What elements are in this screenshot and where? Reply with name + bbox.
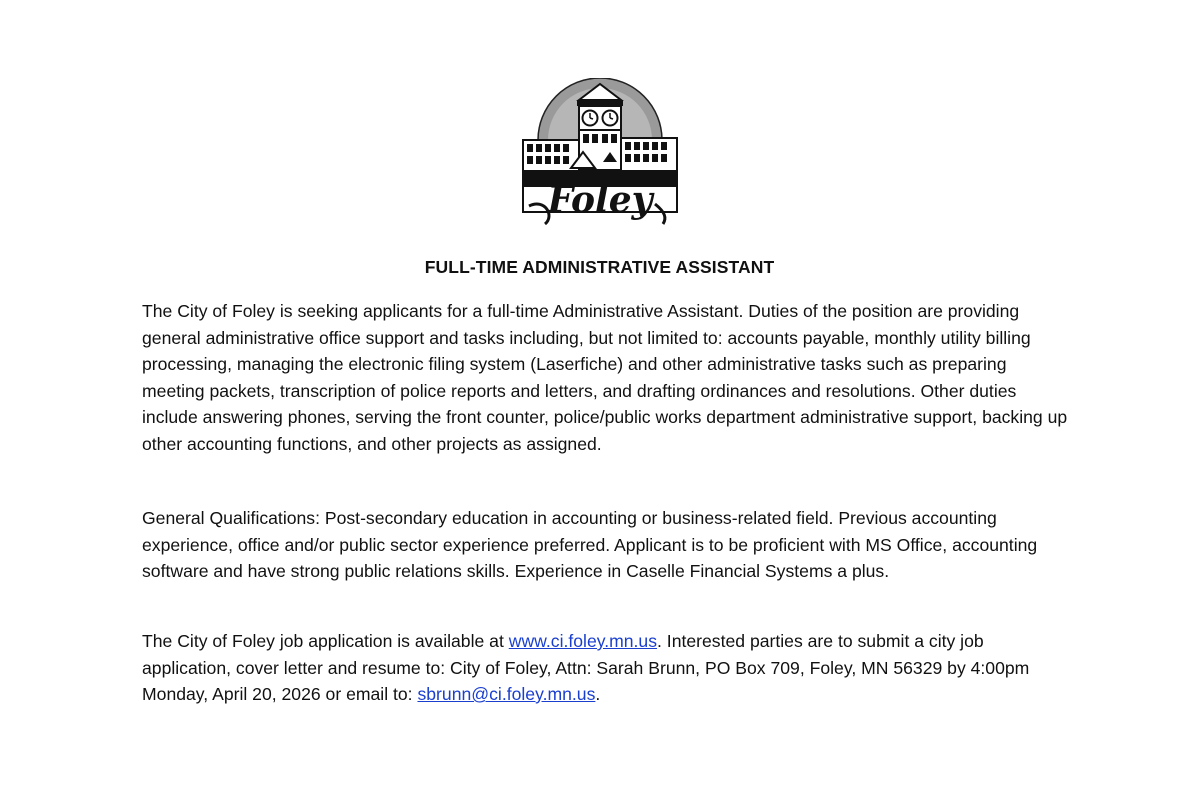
page-title: FULL-TIME ADMINISTRATIVE ASSISTANT bbox=[424, 257, 775, 277]
application-text-before-link: The City of Foley job application is available at bbox=[142, 631, 509, 651]
city-logo bbox=[515, 78, 685, 228]
duties-paragraph: The City of Foley is seeking applicants for a full-time Administrative Assistant. Duties of the position are providing general administrative office support and tasks including, but not limited to: accounts payable, monthly utility billing processing, managing the electronic filing system (Laserfiche) and other administrative tasks such as preparing meeting packets, transcription of police reports and letters, and drafting ordinances and resolutions. Other duties include answering phones, serving the front counter, police/public works department administrative support, backing up other accounting functions, and other projects as assigned. bbox=[142, 301, 1068, 454]
city-clocktower-logo-icon bbox=[515, 78, 685, 228]
application-text-after-link: . Interested parties are to submit a city job application, cover letter and resume to: City of Foley, Attn: Sarah Brunn, PO Box 709, Foley, MN 56329 by 4:00pm Monday, April 20, 2026 or email to: bbox=[142, 631, 1030, 704]
logo-wordmark: Foley bbox=[547, 179, 653, 221]
website-link[interactable]: www.ci.foley.mn.us bbox=[508, 631, 658, 651]
application-paragraph bbox=[142, 628, 1072, 708]
application-text-end: . bbox=[595, 684, 601, 704]
qualifications-paragraph: General Qualifications: Post-secondary education in accounting or business-related field. Previous accounting experience, office and/or public sector experience preferred. Applicant is to be proficient with MS Office, accounting software and have strong public relations skills. Experience in Caselle Financial Systems a plus. bbox=[142, 508, 1038, 581]
email-link[interactable]: sbrunn@ci.foley.mn.us bbox=[417, 684, 596, 704]
